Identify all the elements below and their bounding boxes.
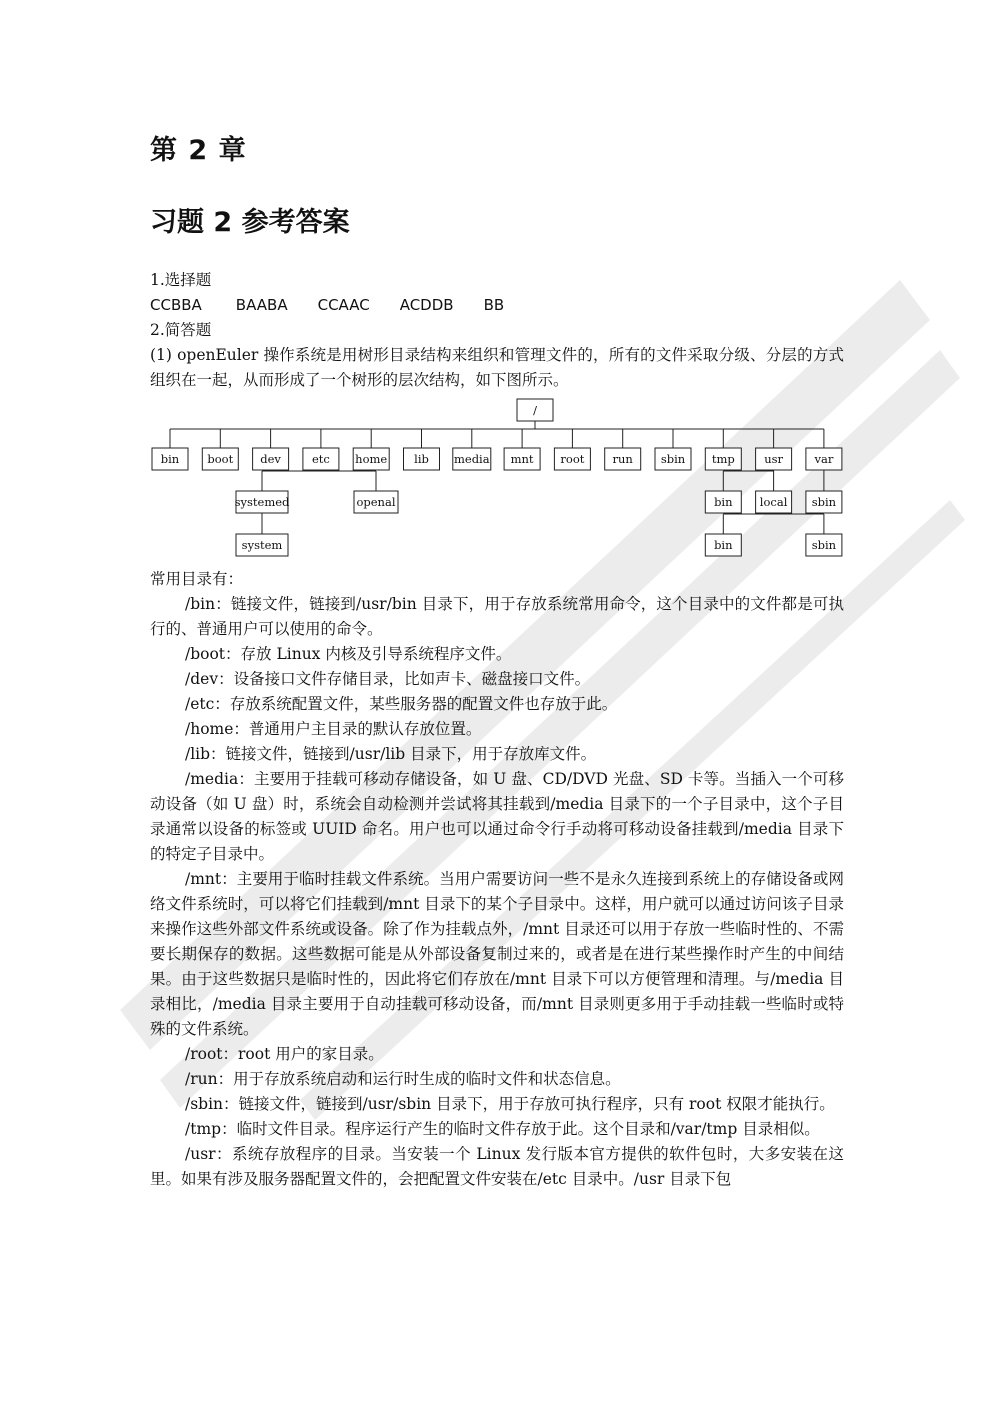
dir-description: /sbin：链接文件，链接到/usr/sbin 目录下，用于存放可执行程序，只有 root 权限才能执行。 [185,1095,835,1113]
tree-node-label: home [355,452,388,466]
tree-node [236,534,288,556]
question-1-title: 1.选择题 [150,271,212,289]
answer-group: BAABA [235,296,288,314]
directory-tree-diagram [150,397,844,561]
tree-node [705,491,741,513]
dir-description: /home：普通用户主目录的默认存放位置。 [185,720,482,738]
answer-group: BB [483,296,505,314]
tree-node [202,448,238,470]
tree-node [554,448,590,470]
tree-node-label: usr [764,452,784,466]
tree-node [253,448,289,470]
common-dirs-title: 常用目录有： [150,570,244,588]
tree-node-label: sbin [811,495,837,509]
tree-node [404,448,440,470]
answer-group: ACDDB [399,296,454,314]
tree-node [605,448,641,470]
tree-node-label: systemed [234,495,290,509]
tree-node [705,534,741,556]
tree-node-label: system [241,538,283,552]
tree-node [806,448,842,470]
tree-node-label: mnt [510,452,534,466]
tree-node-label: bin [160,452,180,466]
tree-node-label: local [759,495,788,509]
tree-node [504,448,540,470]
chapter-heading: 第 2 章 [150,135,247,166]
dir-description: /root：root 用户的家目录。 [185,1045,384,1063]
dir-description: /mnt：主要用于临时挂载文件系统。当用户需要访问一些不是永久连接到系统上的存储设备或网络文件系统时，可以将它们挂载到/mnt 目录下的某个子目录中。这样，用户就可以通过访问该子目录来操作这些外部文件系统或设备。除了作为挂载点外，/mnt 目录还可以用于存放一些临时性的、不需要长期保存的数据。这些数据可能是从外部设备复制过来的，或者是在进行某些操作时产生的中间结果。由于这些数据只是临时性的，因此将它们存放在/mnt 目录下可以方便管理和清理。与/media 目录相比，/media 目录主要用于自动挂载可移动设备，而/mnt 目录则更多用于手动挂载一些临时或特殊的文件系统。 [150,870,844,1038]
tree-node-label: dev [260,452,281,466]
section-title: 习题 2 参考答案 [150,207,350,238]
dir-description: /etc：存放系统配置文件，某些服务器的配置文件也存放于此。 [185,695,618,713]
tree-node [235,491,290,513]
tree-node-label: boot [207,452,234,466]
tree-node-label: media [453,452,490,466]
tree-node [353,448,389,470]
tree-node [303,448,339,470]
tree-node-label: sbin [811,538,837,552]
tree-node-label: bin [714,538,733,552]
tree-node [517,399,553,421]
answer-group: CCBBA [150,296,202,314]
tree-node [655,448,691,470]
choice-answers [150,293,844,318]
tree-node [806,491,842,513]
tree-node-label: lib [414,452,429,466]
tree-node-label: sbin [660,452,686,466]
tree-node [806,534,842,556]
tree-node-label: root [560,452,585,466]
tree-node [354,491,398,513]
tree-node-label: var [814,452,834,466]
dir-description: /tmp：临时文件目录。程序运行产生的临时文件存放于此。这个目录和/var/tmp 目录相似。 [185,1120,820,1138]
tree-node-label: etc [311,452,330,466]
tree-node-label: tmp [711,452,735,466]
dir-description: /media：主要用于挂载可移动存储设备，如 U 盘、CD/DVD 光盘、SD 卡等。当插入一个可移动设备（如 U 盘）时，系统会自动检测并尝试将其挂载到/media 目录下的一个子目录中，这个子目录通常以设备的标签或 UUID 命名。用户也可以通过命令行手动将可移动设备挂载到/media 目录下的特定子目录中。 [150,770,844,863]
tree-node [756,448,792,470]
question-2-title: 2.简答题 [150,321,212,339]
dir-description: /run：用于存放系统启动和运行时生成的临时文件和状态信息。 [185,1070,621,1088]
dir-description: /lib：链接文件，链接到/usr/lib 目录下，用于存放库文件。 [185,745,597,763]
tree-node [453,448,491,470]
tree-node-label: / [533,403,537,417]
tree-node [756,491,792,513]
tree-node-label: bin [714,495,733,509]
tree-node [152,448,188,470]
dir-description: /bin：链接文件，链接到/usr/bin 目录下，用于存放系统常用命令，这个目录中的文件都是可执行的、普通用户可以使用的命令。 [150,595,844,638]
dir-description: /boot：存放 Linux 内核及引导系统程序文件。 [185,645,512,663]
tree-node-label: run [612,452,633,466]
page-content [150,268,844,1192]
answer-group: CCAAC [317,296,370,314]
tree-node [705,448,741,470]
dir-description: /dev：设备接口文件存储目录，比如声卡、磁盘接口文件。 [185,670,591,688]
tree-node-label: openal [356,495,396,509]
dir-description: /usr：系统存放程序的目录。当安装一个 Linux 发行版本官方提供的软件包时，大多安装在这里。如果有涉及服务器配置文件的，会把配置文件安装在/etc 目录中。/usr 目录下包 [150,1145,844,1188]
intro-paragraph: (1) openEuler 操作系统是用树形目录结构来组织和管理文件的，所有的文件采取分级、分层的方式组织在一起，从而形成了一个树形的层次结构，如下图所示。 [150,346,844,389]
